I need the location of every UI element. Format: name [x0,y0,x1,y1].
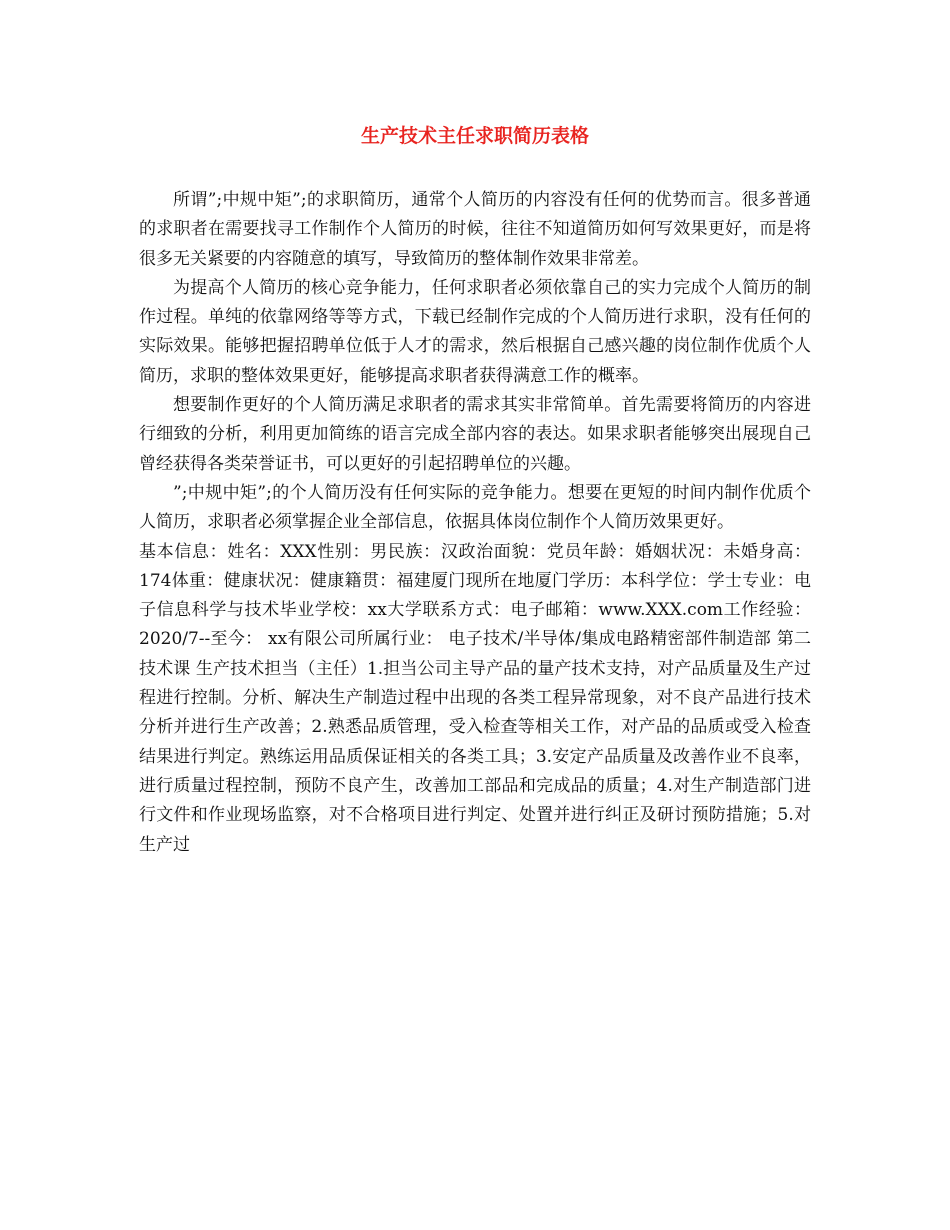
paragraph-intro: 所谓”;中规中矩”;的求职简历，通常个人简历的内容没有任何的优势而言。很多普通的求职者在需要找寻工作制作个人简历的时候，往往不知道简历如何写效果更好，而是将很多无关紧要的内容随意的填写，导致简历的整体制作效果非常差。 [139,190,811,269]
resume-details: 基本信息：姓名：XXX性别：男民族：汉政治面貌：党员年龄：婚姻状况：未婚身高：174体重：健康状况：健康籍贯：福建厦门现所在地厦门学历：本科学位：学士专业：电子信息科学与技术毕业学校：xx大学联系方式：电子邮箱：www.XXX.com工作经验：2020/7--至今： xx有限公司所属行业： 电子技术/半导体/集成电路精密部件制造部 第二技术课 生产技术担当（主任）1.担当公司主导产品的量产技术支持，对产品质量及生产过程进行控制。分析、解决生产制造过程中出现的各类工程异常现象，对不良产品进行技术分析并进行生产改善；2.熟悉品质管理，受入检查等相关工作，对产品的品质或受入检查结果进行判定。熟练运用品质保证相关的各类工具；3.安定产品质量及改善作业不良率，进行质量过程控制，预防不良产生，改善加工部品和完成品的质量；4.对生产制造部门进行文件和作业现场监察，对不合格项目进行判定、处置并进行纠正及研讨预防措施；5.对生产过 [139,541,811,855]
paragraph-better-resume: 想要制作更好的个人简历满足求职者的需求其实非常简单。首先需要将简历的内容进行细致的分析，利用更加简练的语言完成全部内容的表达。如果求职者能够突出展现自己曾经获得各类荣誉证书，可以更好的引起招聘单位的兴趣。 [139,395,811,474]
document-body [139,186,811,860]
paragraph-competitiveness: 为提高个人简历的核心竞争能力，任何求职者必须依靠自己的实力完成个人简历的制作过程。单纯的依靠网络等等方式，下载已经制作完成的个人简历进行求职，没有任何的实际效果。能够把握招聘单位低于人才的需求，然后根据自己感兴趣的岗位制作优质个人简历，求职的整体效果更好，能够提高求职者获得满意工作的概率。 [139,277,811,386]
paragraph-ordinary-resume: ”;中规中矩”;的个人简历没有任何实际的竞争能力。想要在更短的时间内制作优质个人简历，求职者必须掌握企业全部信息，依据具体岗位制作个人简历效果更好。 [139,482,811,533]
document-title: 生产技术主任求职简历表格 [360,125,589,147]
